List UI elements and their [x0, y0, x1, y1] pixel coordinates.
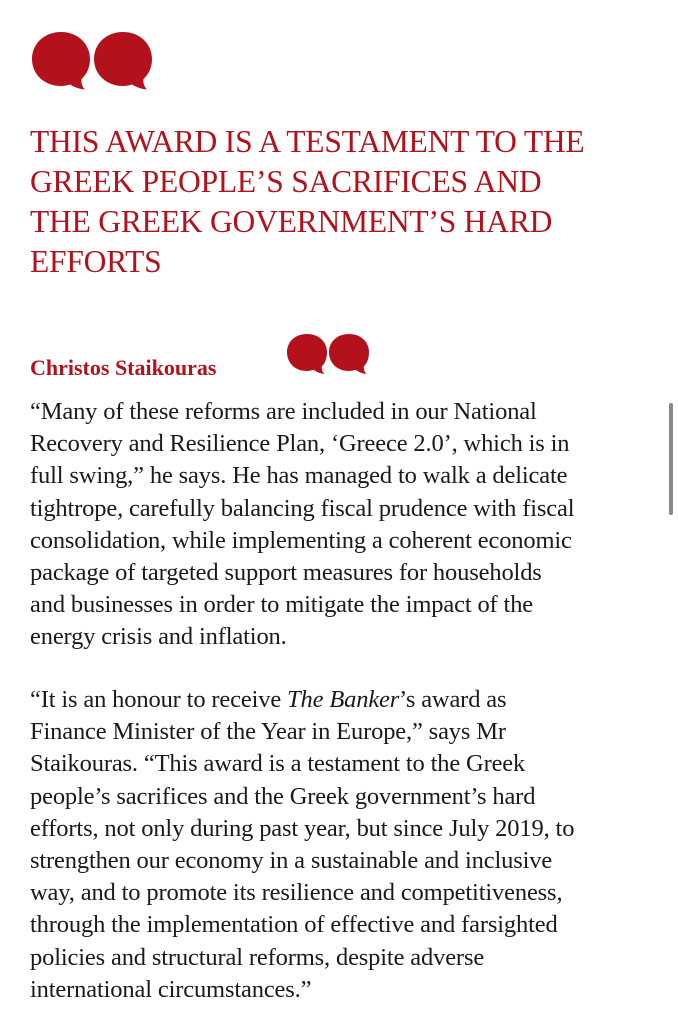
pull-quote [30, 122, 666, 282]
paragraph-line: “Many of these reforms are included in our National [30, 398, 537, 425]
paragraph-line: energy crisis and inflation. [30, 623, 287, 651]
paragraph-line: international circumstances.” [30, 975, 312, 1003]
paragraph-line: efforts, not only during past year, but since July 2019, to [30, 814, 575, 842]
paragraph-line: Recovery and Resilience Plan, ‘Greece 2.0’, which is in [30, 430, 570, 458]
paragraph-line: Staikouras. “This award is a testament to the Greek [30, 750, 526, 778]
paragraph-line: tightrope, carefully balancing fiscal prudence with fiscal [30, 494, 575, 522]
paragraph-text: ’s award as [399, 686, 507, 713]
paragraph-line: and businesses in order to mitigate the impact of the [30, 591, 534, 619]
article-paragraph [30, 684, 670, 1006]
paragraph-line: consolidation, while implementing a coherent economic [30, 526, 572, 554]
paragraph-line: package of targeted support measures for households [30, 559, 542, 587]
pull-quote-line: THE GREEK GOVERNMENT’S HARD [30, 204, 553, 239]
paragraph-line: way, and to promote its resilience and competitiveness, [30, 879, 563, 907]
paragraph-line: policies and structural reforms, despite adverse [30, 943, 485, 971]
paragraph-line: strengthen our economy in a sustainable and inclusive [30, 847, 553, 875]
paragraph-line [30, 684, 670, 716]
paragraph-line: people’s sacrifices and the Greek government’s hard [30, 782, 536, 810]
double-quote-icon [30, 28, 154, 90]
paragraph-text: “It is an honour to receive [30, 686, 288, 713]
article-paragraph [30, 396, 670, 654]
pull-quote-line: GREEK PEOPLE’S SACRIFICES AND [30, 164, 542, 199]
paragraph-line: through the implementation of effective and farsighted [30, 911, 558, 939]
double-quote-icon [285, 332, 371, 376]
paragraph-line: full swing,” he says. He has managed to walk a delicate [30, 462, 568, 490]
pull-quote-line: THIS AWARD IS A TESTAMENT TO THE [30, 124, 585, 159]
pull-quote-line: EFFORTS [30, 244, 162, 279]
publication-title: The Banker [287, 686, 400, 713]
scrollbar-thumb[interactable] [669, 403, 673, 515]
byline-name: Christos Staikouras [30, 355, 217, 380]
paragraph-line: Finance Minister of the Year in Europe,” says Mr [30, 718, 506, 746]
